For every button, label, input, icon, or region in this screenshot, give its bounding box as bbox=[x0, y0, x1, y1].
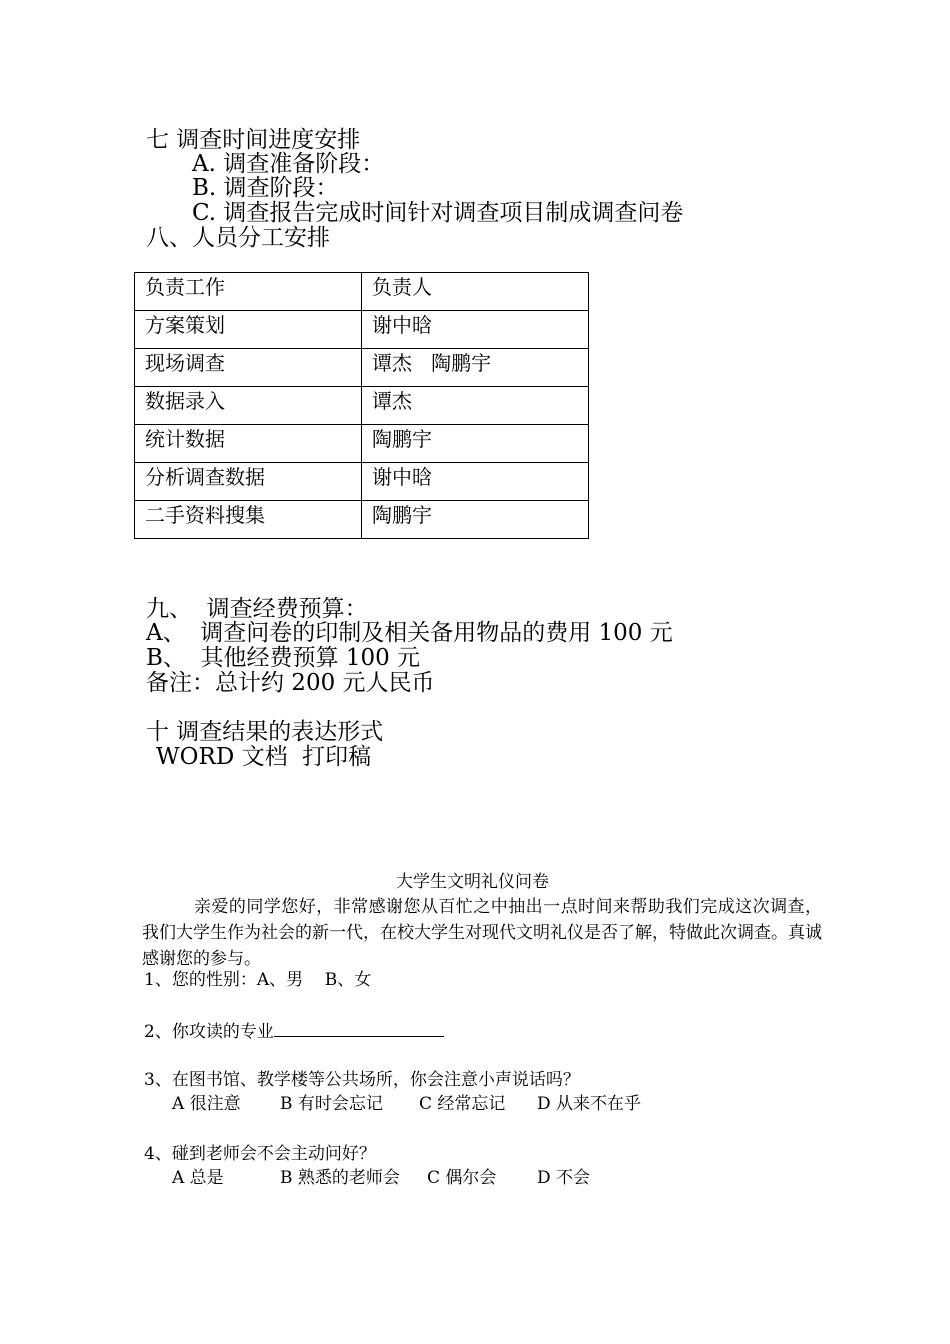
questionnaire-intro: 亲爱的同学您好，非常感谢您从百忙之中抽出一点时间来帮助我们完成这次调查，我们大学生作为社会的新一代，在校大学生对现代文明礼仪是否了解，特做此次调查。真诚感谢您的参与。 bbox=[142, 897, 822, 969]
q3-option-c[interactable]: C 经常忘记 bbox=[419, 1094, 506, 1114]
questionnaire-title: 大学生文明礼仪问卷 bbox=[396, 872, 549, 892]
q4-option-d[interactable]: D 不会 bbox=[537, 1168, 591, 1188]
table-row bbox=[135, 463, 589, 501]
table-row bbox=[135, 387, 589, 425]
question-1: 1、您的性别：A、男 B、女 bbox=[144, 970, 372, 990]
table-cell-task: 现场调查 bbox=[135, 349, 362, 387]
question-4-text: 4、碰到老师会不会主动问好？ bbox=[144, 1144, 376, 1164]
section7-item-a: A. 调查准备阶段： bbox=[192, 151, 385, 177]
table-row bbox=[135, 349, 589, 387]
section7-item-b: B. 调查阶段： bbox=[192, 175, 339, 201]
section7-title: 七 调查时间进度安排 bbox=[146, 127, 361, 153]
table-header-cell: 负责人 bbox=[362, 273, 589, 311]
table-cell-person: 谭杰 陶鹏宇 bbox=[362, 349, 589, 387]
q4-option-b[interactable]: B 熟悉的老师会 bbox=[280, 1168, 400, 1188]
question-3-options bbox=[172, 1092, 641, 1116]
table-cell-task: 统计数据 bbox=[135, 425, 362, 463]
q3-option-d[interactable]: D 从来不在乎 bbox=[537, 1094, 642, 1114]
table-cell-task: 二手资料搜集 bbox=[135, 501, 362, 539]
section10-content: WORD 文档 打印稿 bbox=[156, 744, 372, 770]
question-4-options bbox=[172, 1166, 590, 1190]
table-cell-task: 方案策划 bbox=[135, 311, 362, 349]
table-cell-task: 分析调查数据 bbox=[135, 463, 362, 501]
q4-option-c[interactable]: C 偶尔会 bbox=[427, 1168, 497, 1188]
question-3-text: 3、在图书馆、教学楼等公共场所，你会注意小声说话吗？ bbox=[144, 1070, 580, 1090]
table-cell-person: 陶鹏宇 bbox=[362, 501, 589, 539]
section7-item-c: C. 调查报告完成时间针对调查项目制成调查问卷 bbox=[192, 200, 684, 226]
section9-item-a: A、 调查问卷的印制及相关备用物品的费用 100 元 bbox=[146, 620, 673, 646]
question-2 bbox=[144, 1018, 444, 1044]
table-cell-person: 陶鹏宇 bbox=[362, 425, 589, 463]
staff-table bbox=[134, 272, 589, 539]
table-row bbox=[135, 311, 589, 349]
q3-option-b[interactable]: B 有时会忘记 bbox=[280, 1094, 383, 1114]
section9-title: 九、 调查经费预算： bbox=[146, 596, 368, 622]
section9-note: 备注：总计约 200 元人民币 bbox=[146, 670, 435, 696]
table-cell-person: 谢中晗 bbox=[362, 463, 589, 501]
q3-option-a[interactable]: A 很注意 bbox=[172, 1094, 241, 1114]
table-header-cell: 负责工作 bbox=[135, 273, 362, 311]
question-2-text: 2、你攻读的专业 bbox=[144, 1022, 274, 1042]
table-header-row bbox=[135, 273, 589, 311]
table-cell-person: 谢中晗 bbox=[362, 311, 589, 349]
section9-item-b: B、 其他经费预算 100 元 bbox=[146, 645, 421, 671]
section10-title: 十 调查结果的表达形式 bbox=[146, 719, 384, 745]
major-blank-field[interactable] bbox=[274, 1018, 444, 1037]
table-cell-person: 谭杰 bbox=[362, 387, 589, 425]
table-row bbox=[135, 501, 589, 539]
section8-title: 八、人员分工安排 bbox=[146, 225, 330, 251]
table-cell-task: 数据录入 bbox=[135, 387, 362, 425]
q4-option-a[interactable]: A 总是 bbox=[172, 1168, 224, 1188]
table-row bbox=[135, 425, 589, 463]
